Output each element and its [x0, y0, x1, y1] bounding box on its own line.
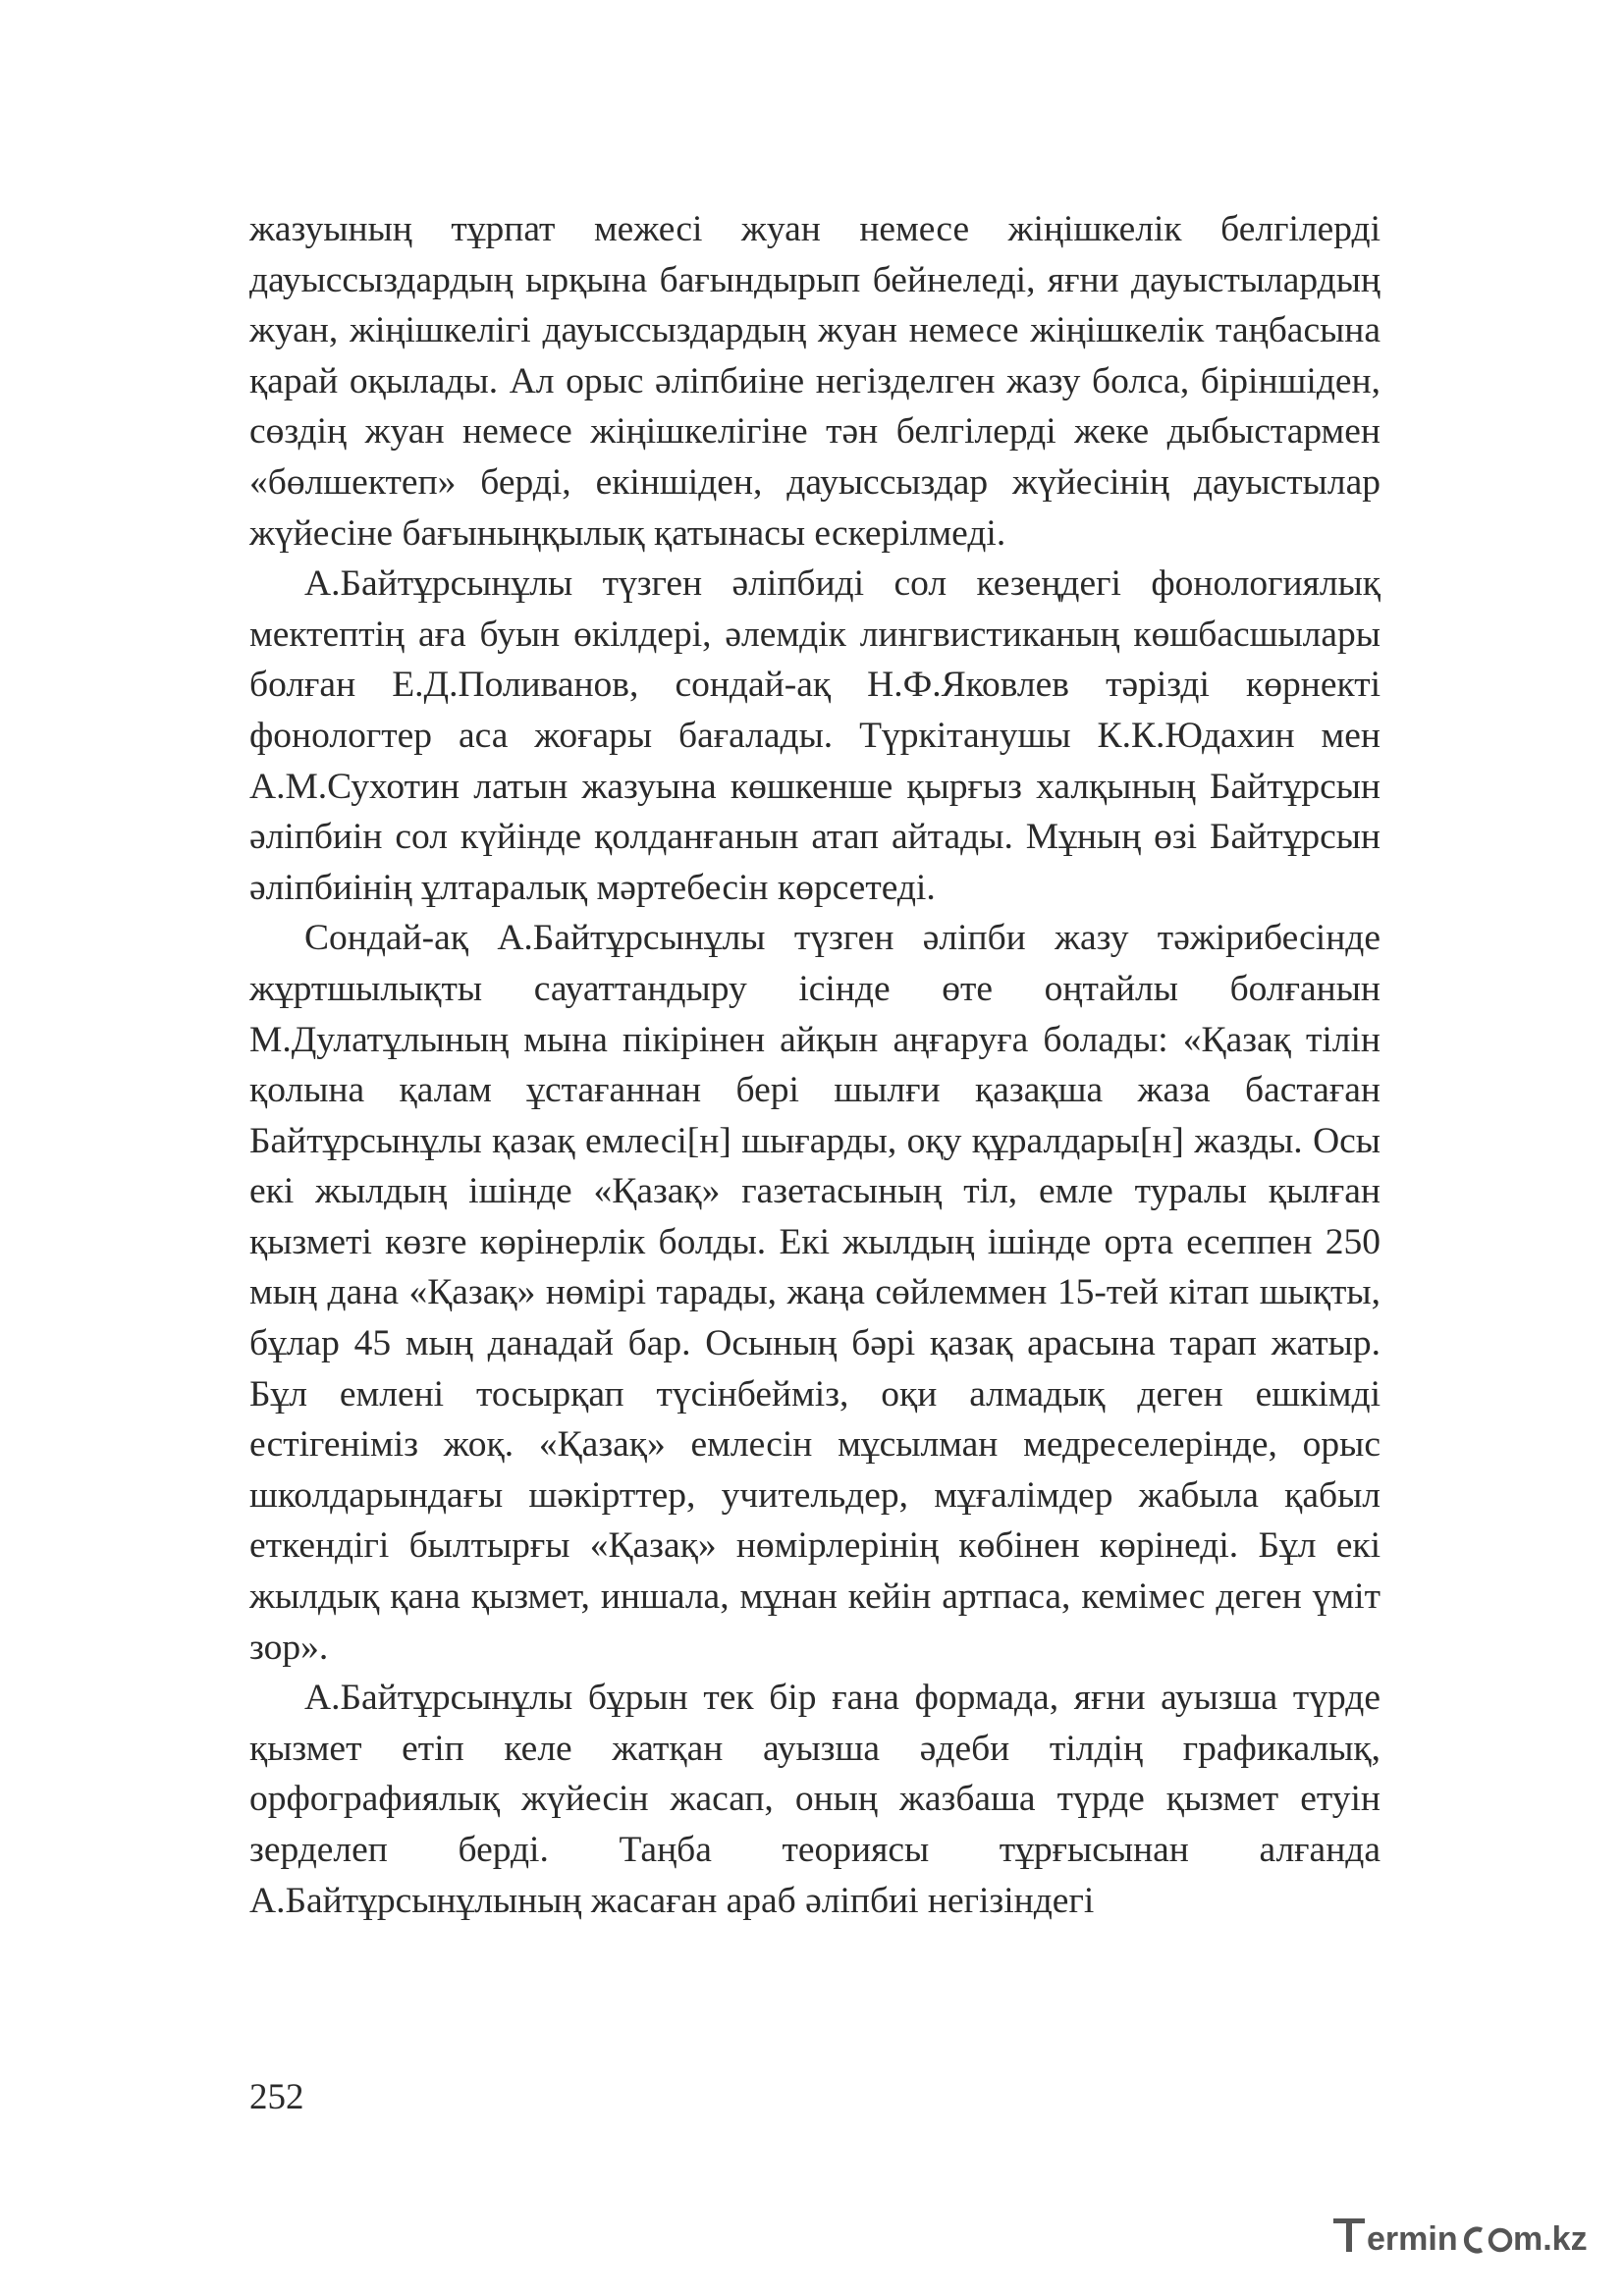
watermark-logo-graphic — [1327, 2209, 1602, 2269]
svg-text:ermin: ermin — [1367, 2220, 1458, 2258]
page-body-text — [249, 204, 1380, 1926]
paragraph-4: А.Байтұрсынұлы бұрын тек бір ғана формада, яғни ауызша түрде қызмет етіп келе жатқан ауызша әдеби тілдің графикалық, орфографиялық жүйесін жасап, оның жазбаша түрде қызмет етуін зерделеп берді. Таңба теориясы тұрғысынан алғанда А.Байтұрсынұлының жасаған араб әліпбиі негізіндегі — [249, 1678, 1380, 1921]
svg-text:m.kz: m.kz — [1513, 2220, 1588, 2258]
termincom-watermark-logo — [1327, 2209, 1602, 2269]
paragraph-1: жазуының тұрпат межесі жуан немесе жіңішкелік белгілерді дауыссыздардың ырқына бағындырып бейнеледі, яғни дауыстылардың жуан, жіңішкелігі дауыссыздардың жуан немесе жіңішкелік таңбасына қарай оқылады. Ал орыс әліпбиіне негізделген жазу болса, біріншіден, сөздің жуан немесе жіңішкелігіне тән белгілерді жеке дыбыстармен «бөлшектеп» берді, екіншіден, дауыссыздар жүйесінің дауыстылар жүйесіне бағыныңқылық қатынасы ескерілмеді. — [249, 209, 1380, 554]
page-number: 252 — [249, 2077, 304, 2117]
paragraph-3: Сондай-ақ А.Байтұрсынұлы түзген әліпби жазу тәжірибесінде жұртшылықты сауаттандыру ісінде өте оңтайлы болғанын М.Дулатұлының мына пікірінен айқын аңғаруға болады: «Қазақ тілін қолына қалам ұстағаннан бері шылғи қазақша жаза бастаған Байтұрсынұлы қазақ емлесі[н] шығарды, оқу құралдары[н] жазды. Осы екі жылдың ішінде «Қазақ» газетасының тіл, емле туралы қылған қызметі көзге көрінерлік болды. Екі жылдың ішінде орта есеппен 250 мың дана «Қазақ» нөмірі тарады, жаңа сөйлеммен 15-тей кітап шықты, бұлар 45 мың данадай бар. Осының бәрі қазақ арасына тарап жатыр. Бұл емлені тосырқап түсінбейміз, оқи алмадық деген ешкімді естігеніміз жоқ. «Қазақ» емлесін мұсылман медреселерінде, орыс школдарындағы шәкірттер, учительдер, мұғалімдер жабыла қабыл еткендігі былтырғы «Қазақ» нөмірлерінің көбінен көрінеді. Бұл екі жылдық қана қызмет, иншала, мұнан кейін артпаса, кемімес деген үміт зор». — [249, 918, 1380, 1668]
paragraph-2: А.Байтұрсынұлы түзген әліпбиді сол кезеңдегі фонологиялық мектептің аға буын өкілдері, әлемдік лингвистиканың көшбасшылары болған Е.Д.Поливанов, сондай-ақ Н.Ф.Яковлев тәрізді көрнекті фонологтер аса жоғары бағалады. Түркітанушы К.К.Юдахин мен А.М.Сухотин латын жазуына көшкенше қырғыз халқының Байтұрсын әліпбиін сол күйінде қолданғанын атап айтады. Мұның өзі Байтұрсын әліпбиінің ұлтаралық мәртебесін көрсетеді. — [249, 563, 1380, 908]
